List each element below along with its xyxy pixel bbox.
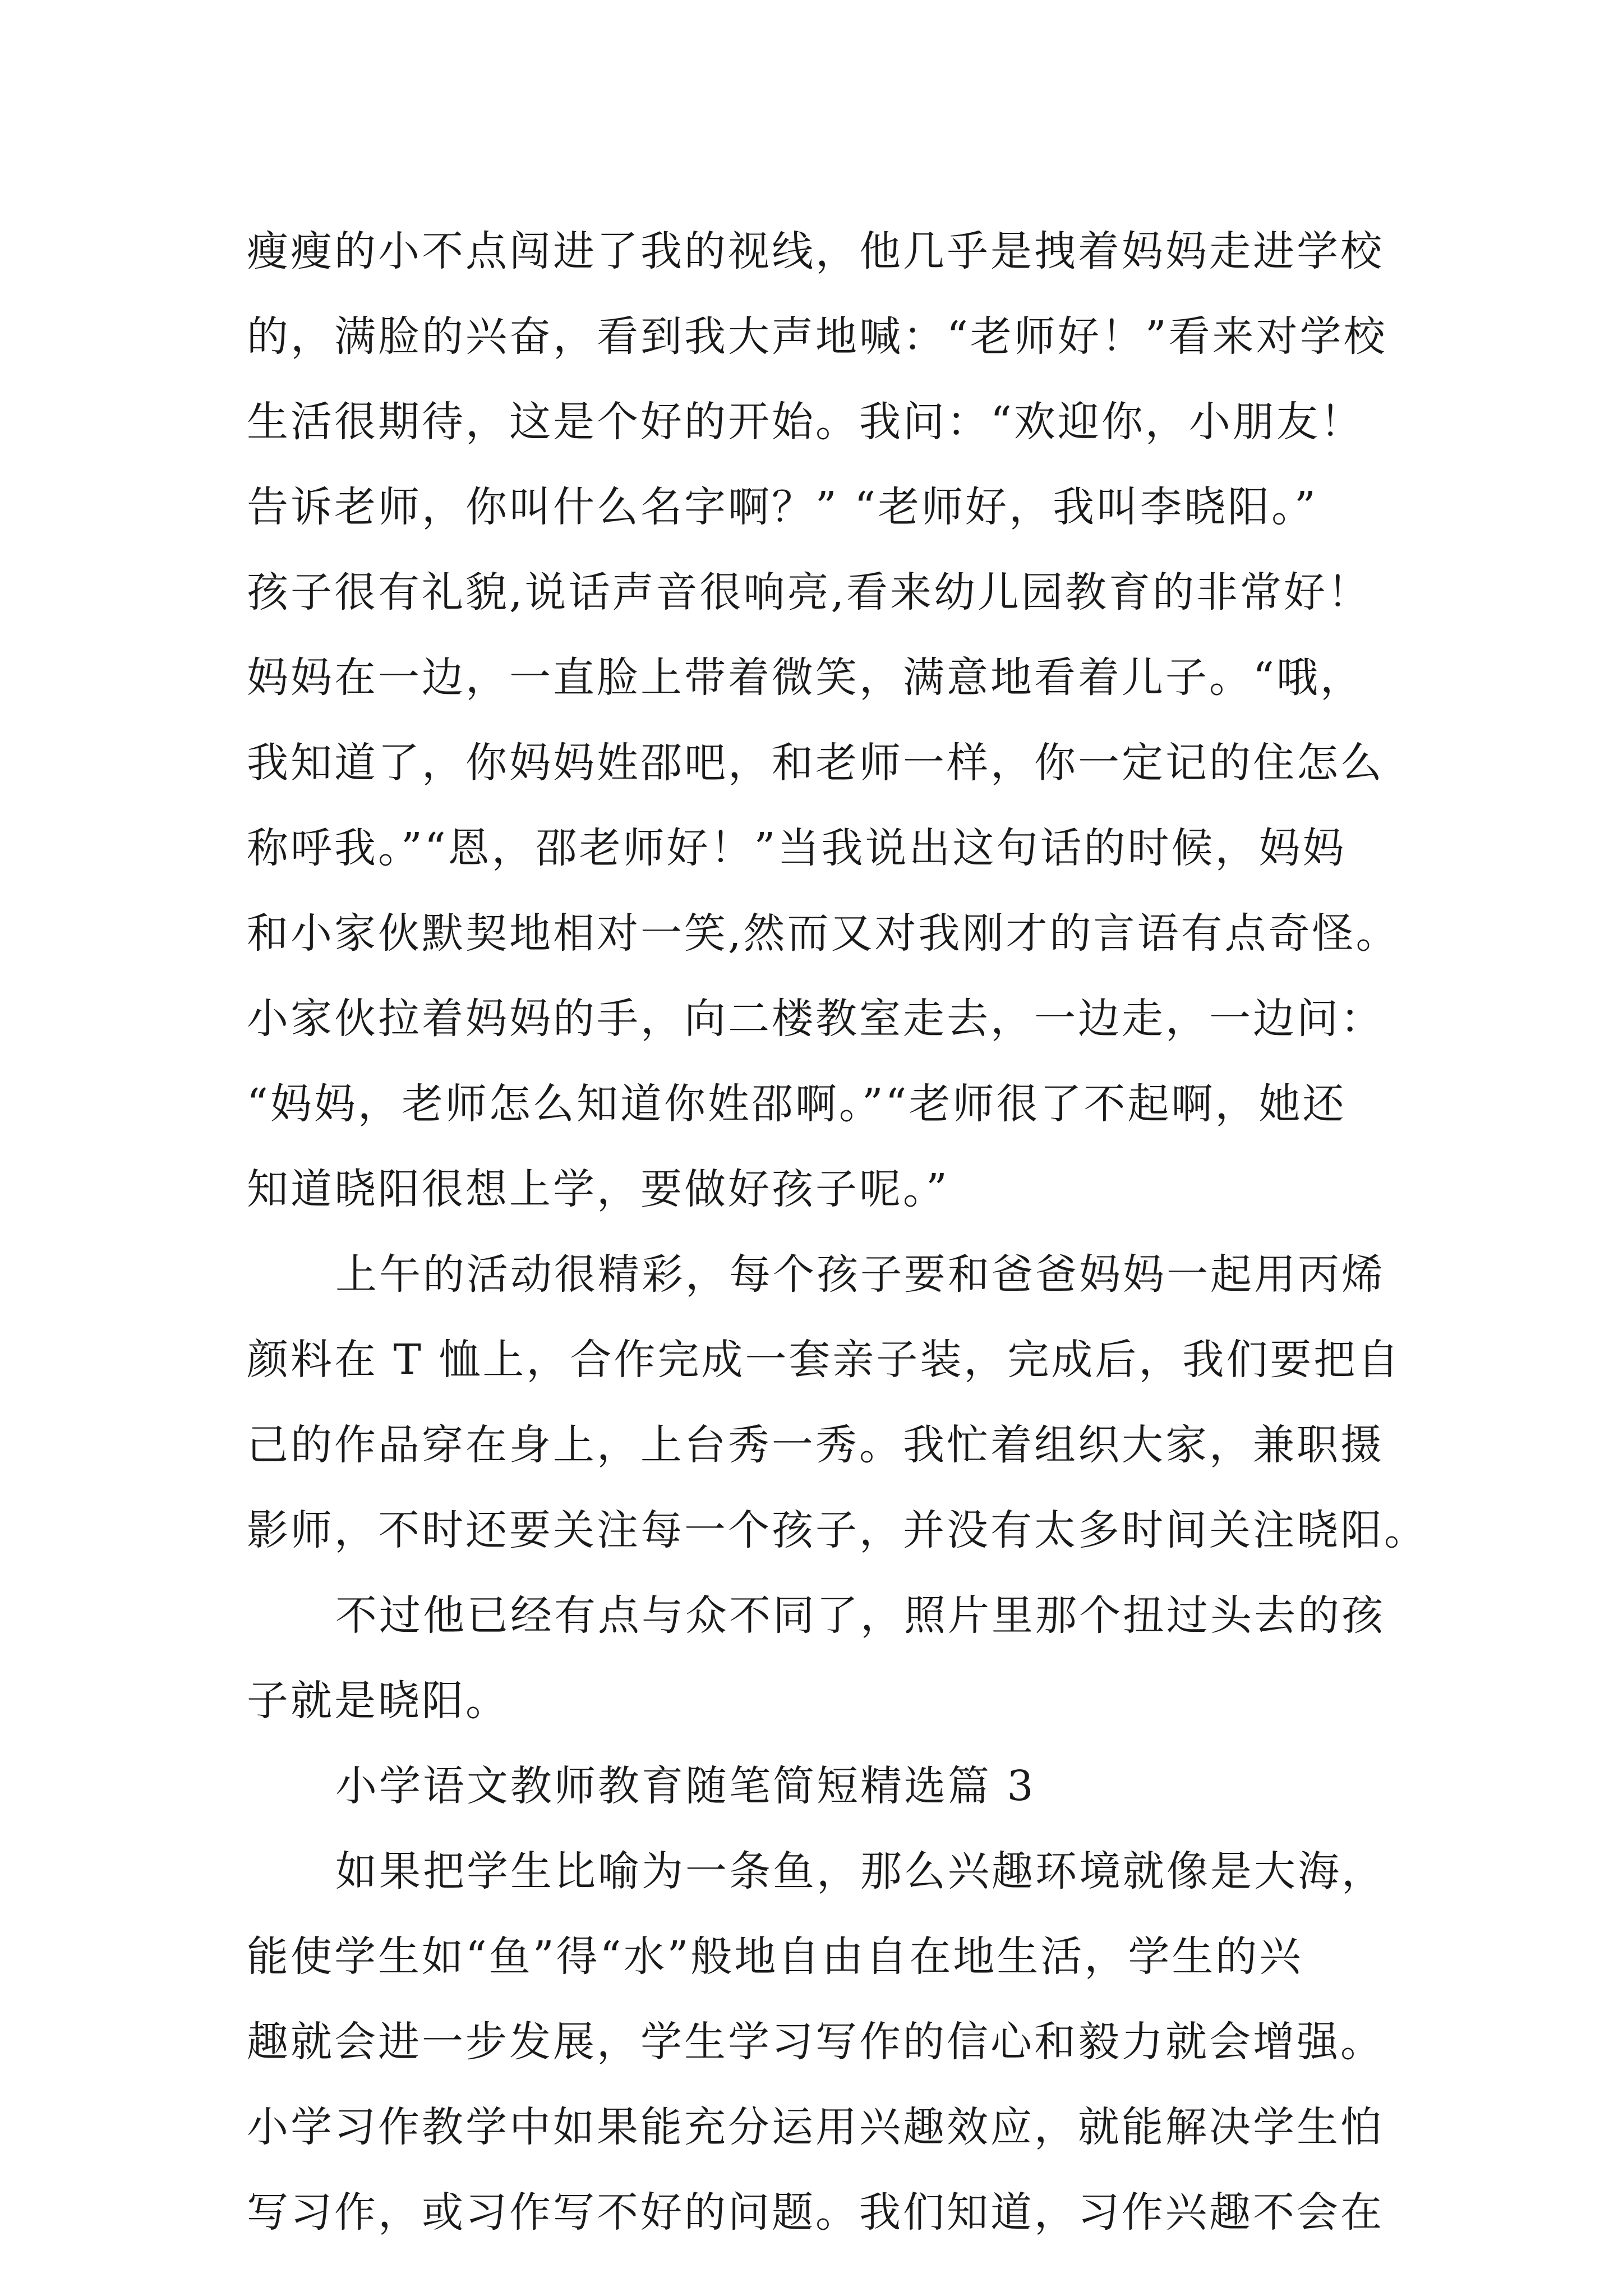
text-line: “妈妈，老师怎么知道你姓邵啊。”“老师很了不起啊，她还 bbox=[247, 1080, 1347, 1128]
paragraph-start-line: 如果把学生比喻为一条鱼，那么兴趣环境就像是大海， bbox=[335, 1847, 1385, 1895]
body-text bbox=[247, 209, 1428, 2255]
text-line: 告诉老师，你叫什么名字啊？” “老师好，我叫李晓阳。” bbox=[247, 483, 1318, 531]
text-line: 趣就会进一步发展，学生学习写作的信心和毅力就会增强。 bbox=[247, 2018, 1384, 2066]
text-line: 生活很期待，这是个好的开始。我问：“欢迎你，小朋友！ bbox=[247, 398, 1364, 446]
text-line: 写习作，或习作写不好的问题。我们知道，习作兴趣不会在 bbox=[247, 2188, 1384, 2237]
text-line: 影师，不时还要关注每一个孩子，并没有太多时间关注晓阳。 bbox=[247, 1506, 1428, 1554]
text-line: 称呼我。”“恩，邵老师好！”当我说出这句话的时候，妈妈 bbox=[247, 824, 1347, 872]
text-line: 孩子很有礼貌,说话声音很响亮,看来幼儿园教育的非常好！ bbox=[247, 568, 1372, 616]
text-line: 颜料在 T 恤上，合作完成一套亲子装，完成后，我们要把自 bbox=[247, 1336, 1401, 1384]
text-line: 小学习作教学中如果能充分运用兴趣效应，就能解决学生怕 bbox=[247, 2103, 1384, 2151]
text-line: 知道晓阳很想上学，要做好孩子呢。” bbox=[247, 1165, 949, 1213]
text-line: 和小家伙默契地相对一笑,然而又对我刚才的言语有点奇怪。 bbox=[247, 909, 1400, 958]
paragraph-start-line: 上午的活动很精彩，每个孩子要和爸爸妈妈一起用丙烯 bbox=[335, 1250, 1385, 1299]
paragraph-start-line: 不过他已经有点与众不同了，照片里那个扭过头去的孩 bbox=[335, 1591, 1385, 1640]
text-line: 己的作品穿在身上，上台秀一秀。我忙着组织大家，兼职摄 bbox=[247, 1421, 1384, 1469]
text-line: 的，满脸的兴奋，看到我大声地喊：“老师好！”看来对学校 bbox=[247, 312, 1387, 361]
text-line: 妈妈在一边，一直脸上带着微笑，满意地看着儿子。“哦， bbox=[247, 654, 1364, 702]
text-line: 小家伙拉着妈妈的手，向二楼教室走去，一边走，一边问： bbox=[247, 995, 1384, 1043]
text-line: 瘦瘦的小不点闯进了我的视线，他几乎是拽着妈妈走进学校 bbox=[247, 227, 1384, 275]
text-line: 我知道了，你妈妈姓邵吧，和老师一样，你一定记的住怎么 bbox=[247, 739, 1384, 787]
section-heading: 小学语文教师教育随笔简短精选篇 3 bbox=[335, 1762, 1036, 1810]
text-line: 能使学生如“鱼”得“水”般地自由自在地生活，学生的兴 bbox=[247, 1932, 1303, 1981]
text-line: 子就是晓阳。 bbox=[247, 1677, 509, 1725]
